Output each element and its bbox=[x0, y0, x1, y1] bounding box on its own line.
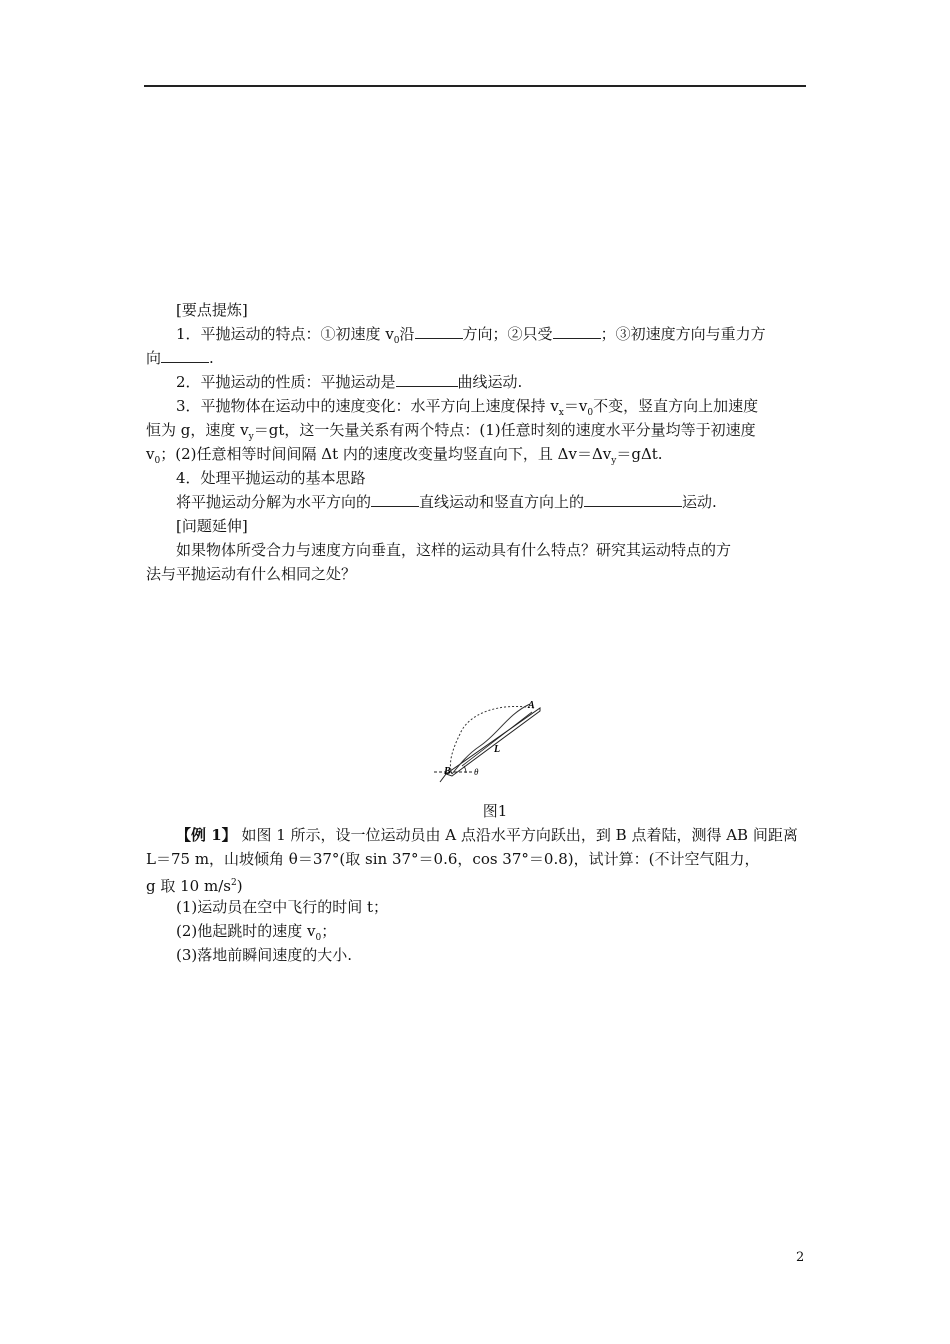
trajectory-dashed-curve bbox=[450, 706, 534, 774]
trajectory-curve bbox=[452, 704, 530, 774]
fill-blank[interactable] bbox=[371, 491, 419, 507]
fill-blank[interactable] bbox=[584, 491, 682, 507]
fill-blank[interactable] bbox=[161, 347, 209, 363]
example-question-3: (3)落地前瞬间速度的大小. bbox=[176, 946, 353, 964]
example-1 bbox=[146, 823, 808, 967]
example-line-3: g 取 10 $m/s^2$) bbox=[146, 877, 243, 895]
extension-question-line-1: 如果物体所受合力与速度方向垂直，这样的运动具有什么特点？研究其运动特点的方 bbox=[176, 541, 732, 559]
point-1-line-1: 1．平抛运动的特点：①初速度 $v_0$沿 方向；②只受 ；③初速度方向与重力方 bbox=[176, 325, 766, 346]
example-line-2: L＝75 m，山坡倾角 θ＝37°(取 sin 37°＝0.6，cos 37°＝0.8)，试计算：(不计空气阻力， bbox=[146, 850, 760, 868]
fill-blank[interactable] bbox=[396, 371, 458, 387]
extension-heading: [问题延伸] bbox=[176, 517, 248, 535]
point-3-line-3: $v_0$；(2)任意相等时间间隔 Δt 内的速度改变量均竖直向下，且 $\Delta v=\Delta v_y=g\Delta t$. bbox=[146, 445, 663, 466]
key-points-section bbox=[146, 298, 808, 586]
key-points-heading: [要点提炼] bbox=[176, 301, 248, 319]
distance-arrow bbox=[462, 712, 532, 766]
slope-diagram bbox=[428, 694, 552, 786]
figure-caption: 图1 bbox=[482, 802, 508, 820]
label-l: L bbox=[494, 744, 501, 755]
fill-blank[interactable] bbox=[415, 323, 463, 339]
extension-question-line-2: 法与平抛运动有什么相同之处？ bbox=[146, 565, 357, 583]
example-tag: 【例 1】 bbox=[176, 826, 237, 844]
example-line-1: 【例 1】 如图 1 所示，设一位运动员由 A 点沿水平方向跃出，到 B 点着陆，测得 AB 间距离 bbox=[176, 826, 798, 844]
point-4: 4．处理平抛运动的基本思路 bbox=[176, 469, 366, 487]
point-4-detail: 将平抛运动分解为水平方向的 直线运动和竖直方向上的 运动. bbox=[176, 493, 717, 511]
label-theta: θ bbox=[474, 767, 479, 777]
point-3-line-1: 3．平抛物体在运动中的速度变化：水平方向上速度保持 $v_x=v_0$不变，竖直方向上加速度 bbox=[176, 397, 759, 418]
point-3-line-2: 恒为 g，速度 $v_y=gt$，这一矢量关系有两个特点：(1)任意时刻的速度水平分量均等于初速度 bbox=[146, 421, 756, 442]
example-question-2: (2)他起跳时的速度 $v_0$； bbox=[176, 922, 337, 943]
example-question-1: (1)运动员在空中飞行的时间 t； bbox=[176, 898, 389, 916]
page-number: 2 bbox=[796, 1250, 805, 1265]
label-a: A bbox=[528, 700, 535, 711]
label-b: B bbox=[444, 766, 451, 777]
fill-blank[interactable] bbox=[553, 323, 601, 339]
point-2: 2．平抛运动的性质：平抛运动是 曲线运动. bbox=[176, 373, 523, 391]
header-rule bbox=[144, 85, 806, 87]
point-1-line-2: 向 . bbox=[146, 349, 214, 367]
